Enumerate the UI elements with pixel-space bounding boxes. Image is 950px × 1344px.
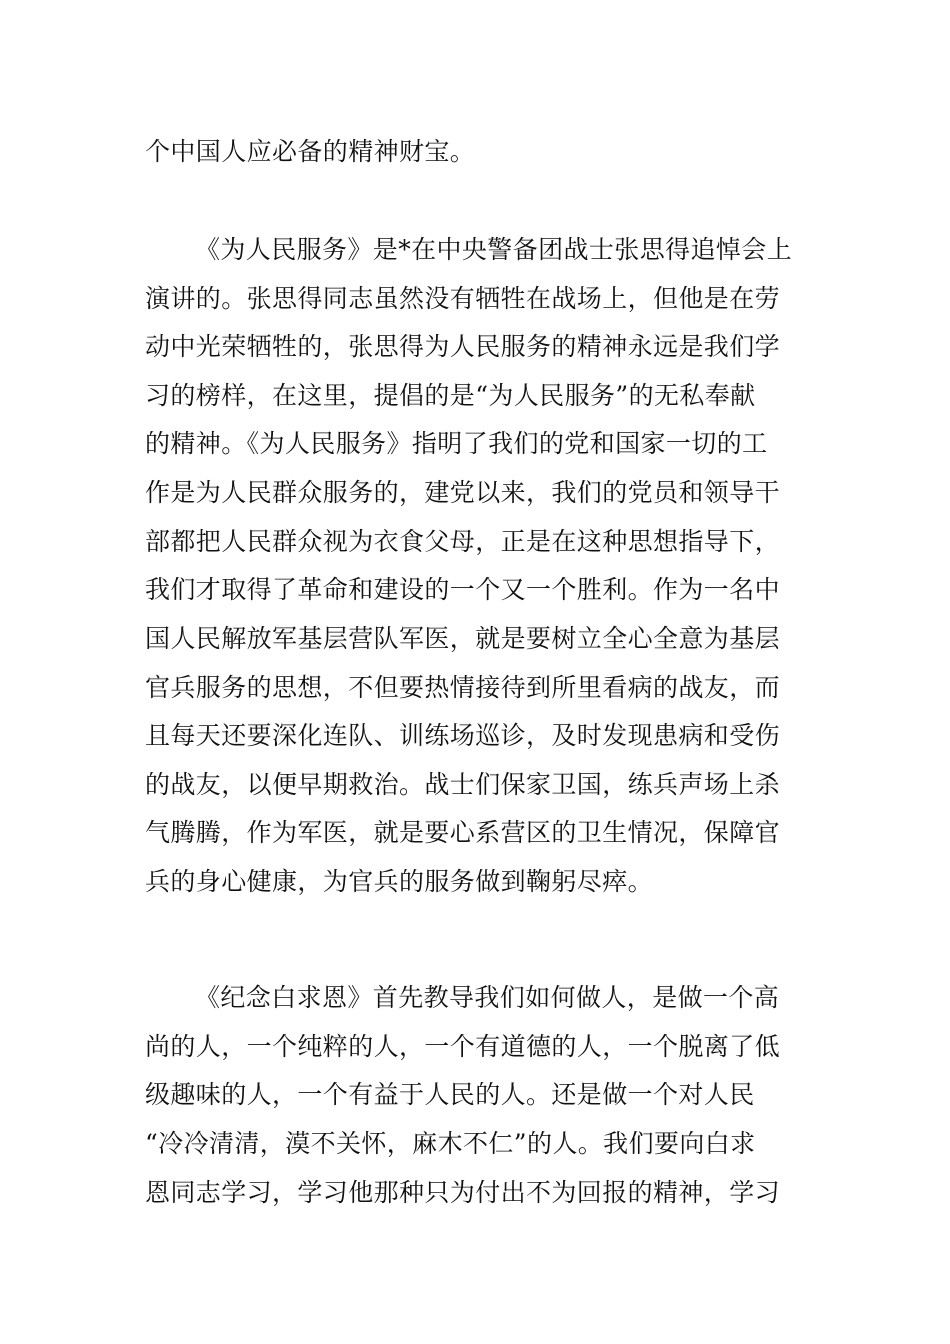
text-line: 且每天还要深化连队、训练场巡诊，及时发现患病和受伤 [145, 721, 781, 750]
text-line: 尚的人，一个纯粹的人，一个有道德的人，一个脱离了低 [145, 1032, 781, 1061]
text-line: 部都把人民群众视为衣食父母，正是在这种思想指导下， [145, 527, 781, 556]
text-line: 的战友，以便早期救治。战士们保家卫国，练兵声场上杀 [145, 770, 781, 799]
text-line: 气腾腾，作为军医，就是要心系营区的卫生情况，保障官 [145, 818, 781, 847]
text-line: 恩同志学习，学习他那种只为付出不为回报的精神，学习 [145, 1178, 781, 1207]
text-line: 动中光荣牺牲的，张思得为人民服务的精神永远是我们学 [145, 332, 781, 361]
text-line: 兵的身心健康，为官兵的服务做到鞠躬尽瘁。 [145, 867, 654, 896]
text-line: 《纪念白求恩》首先教导我们如何做人，是做一个高 [195, 983, 780, 1012]
text-line: 官兵服务的思想，不但要热情接待到所里看病的战友，而 [145, 673, 781, 702]
text-line: 作是为人民群众服务的，建党以来，我们的党员和领导干 [145, 478, 781, 507]
text-line: 个中国人应必备的精神财宝。 [145, 137, 476, 166]
text-line: 国人民解放军基层营队军医，就是要树立全心全意为基层 [145, 624, 781, 653]
text-line: 级趣味的人，一个有益于人民的人。还是做一个对人民 [145, 1080, 755, 1109]
text-line: 我们才取得了革命和建设的一个又一个胜利。作为一名中 [145, 575, 781, 604]
text-line: 的精神。《为人民服务》指明了我们的党和国家一切的工 [145, 429, 768, 458]
text-line: 演讲的。张思得同志虽然没有牺牲在战场上，但他是在劳 [145, 284, 781, 313]
text-line: 《为人民服务》是*在中央警备团战士张思得追悼会上 [195, 235, 793, 264]
text-line: “冷冷清清，漠不关怀，麻木不仁”的人。我们要向白求 [145, 1129, 756, 1158]
text-line: 习的榜样，在这里，提倡的是“为人民服务”的无私奉献 [145, 381, 756, 410]
